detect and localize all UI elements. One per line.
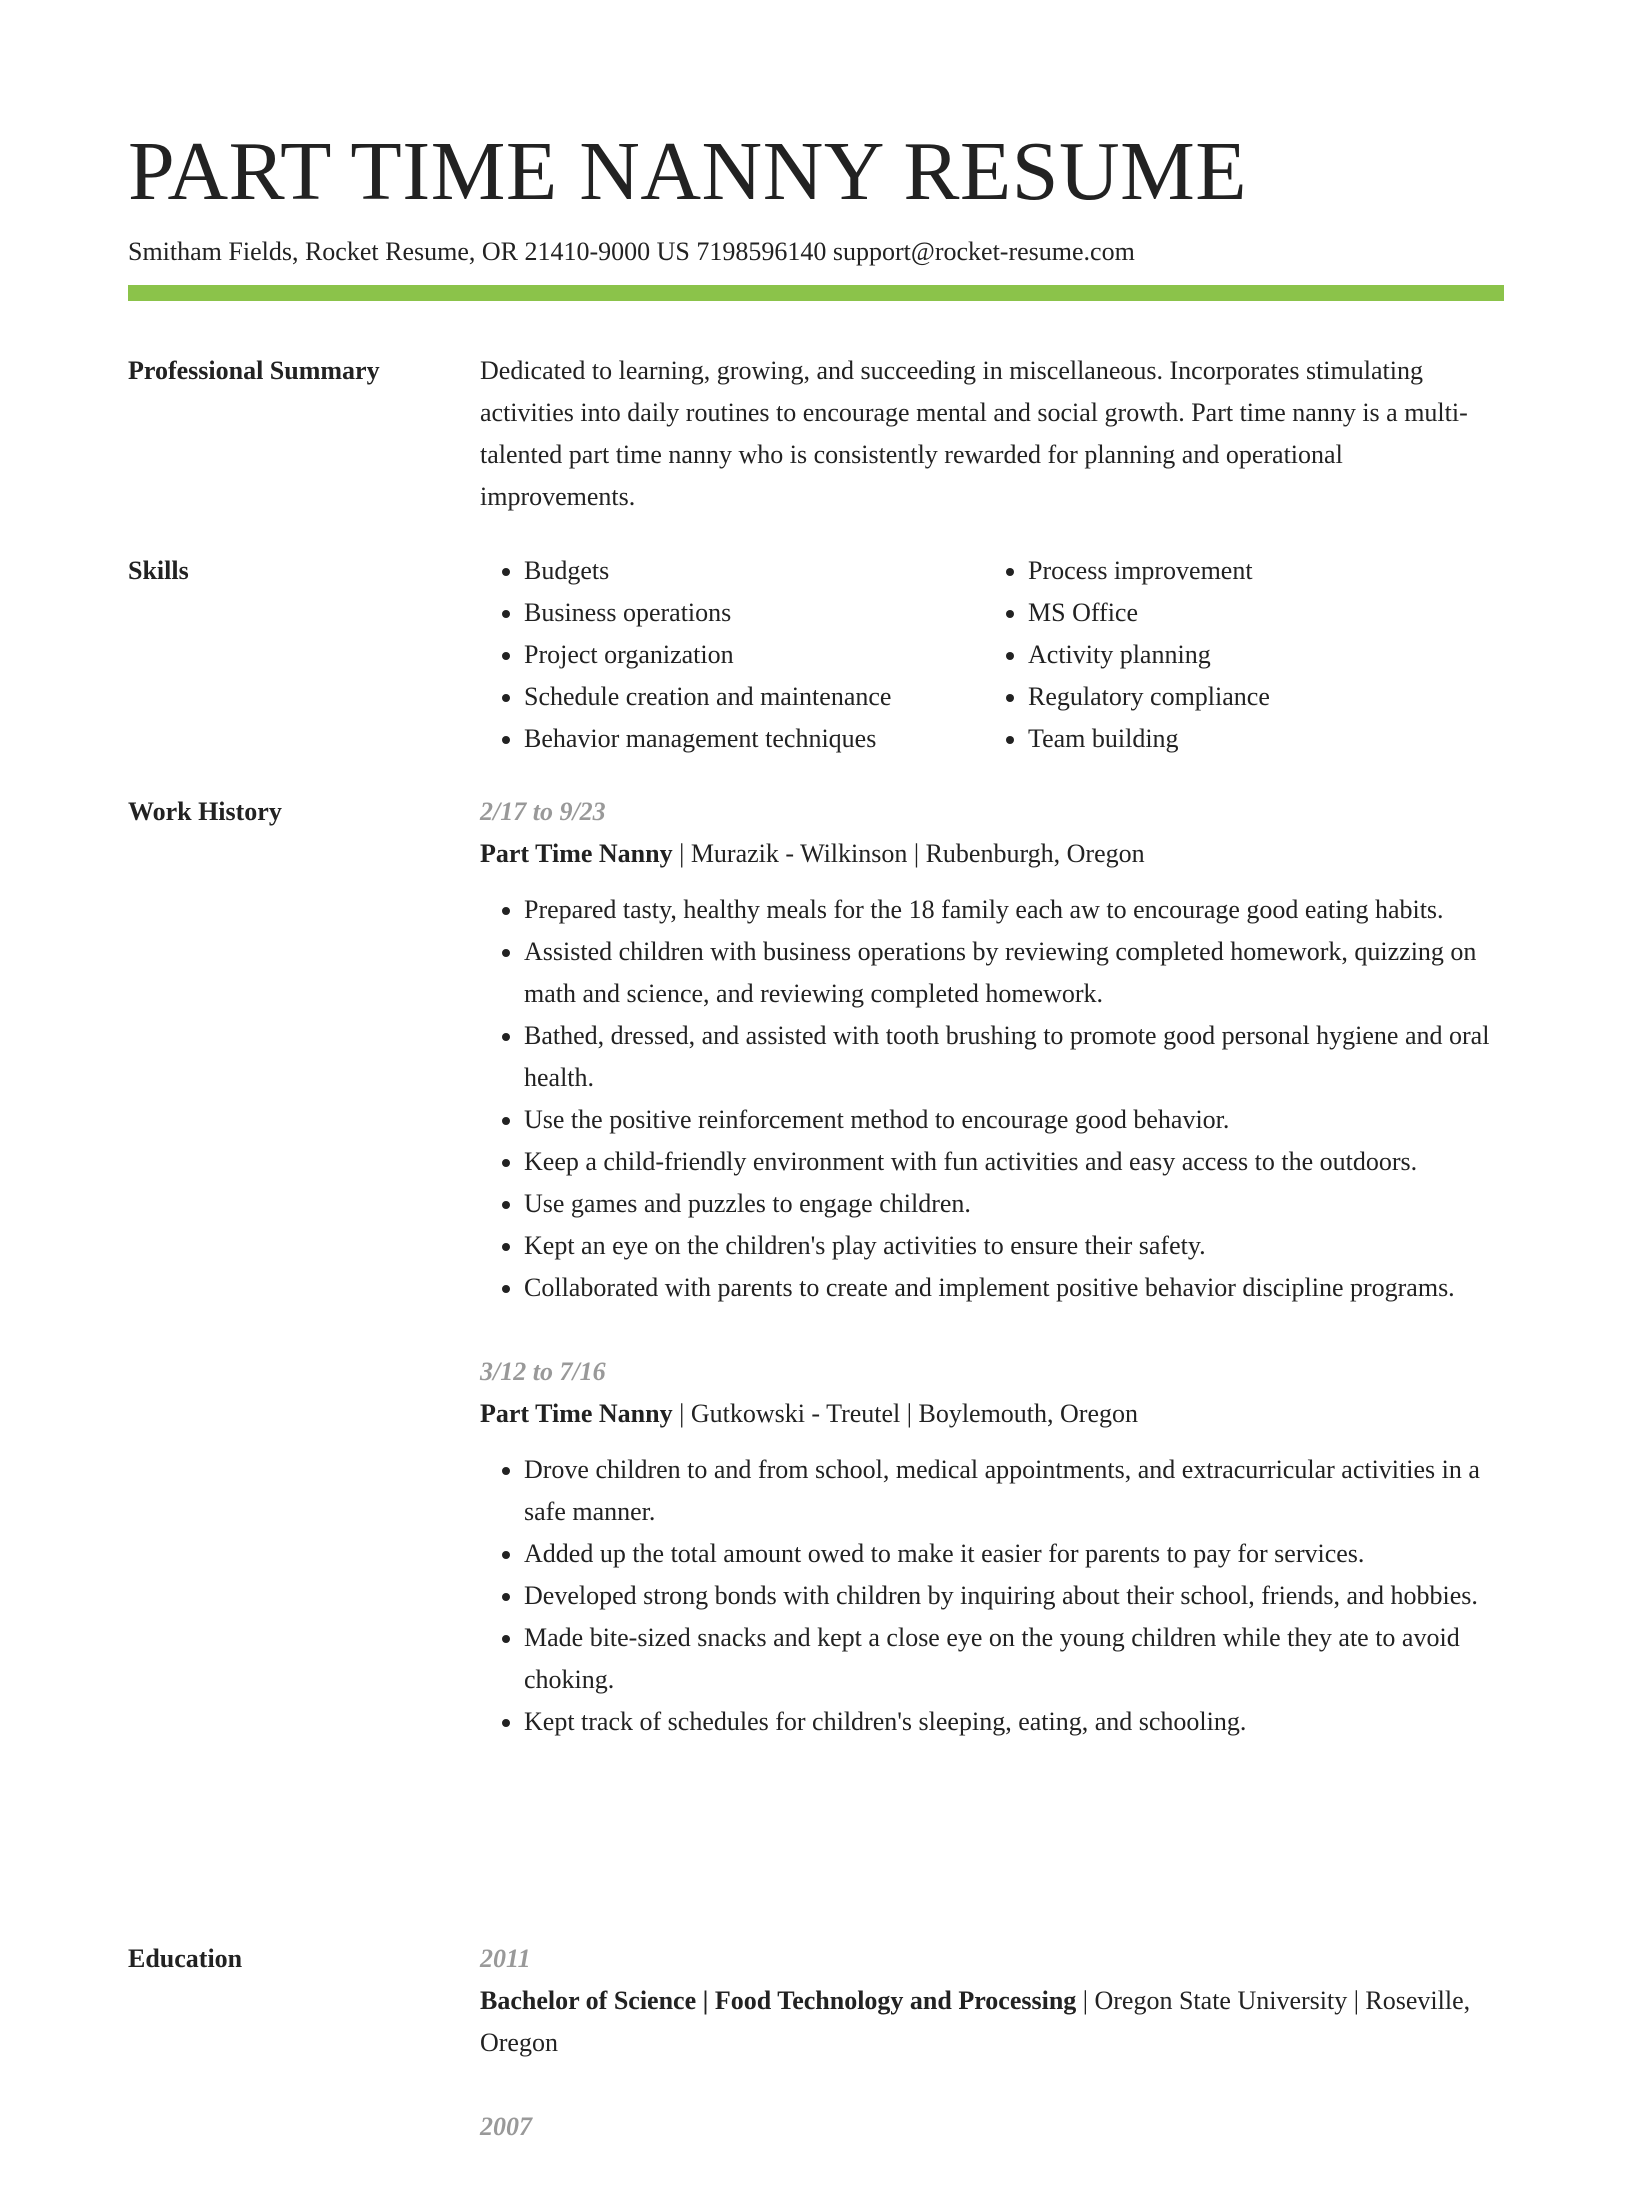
list-item: • Kept an eye on the children's play activities to ensure their safety. (524, 1225, 1504, 1267)
resume-header (128, 118, 1504, 270)
accent-divider (128, 285, 1504, 301)
skill-item: • Process improvement (1028, 550, 1488, 592)
job-entry (480, 1351, 1504, 1743)
summary-text: Dedicated to learning, growing, and succeeding in miscellaneous. Incorporates stimulating activities into daily routines to encourage mental and social growth. Part time nanny is a multi-talented part time nanny who is consistently rewarded for planning and operational improvements. (480, 356, 1468, 511)
job-employer: | Gutkowski - Treutel | Boylemouth, Oregon (672, 1399, 1139, 1428)
list-item: • Made bite-sized snacks and kept a close eye on the young children while they ate to avoid choking. (524, 1617, 1504, 1701)
section-body (480, 1938, 1504, 2190)
education-heading (480, 1980, 1504, 2064)
skill-item: • Business operations (524, 592, 984, 634)
skills-column (984, 550, 1488, 760)
education-entry (480, 1938, 1504, 2064)
degree-title: Bachelor of Science | Food Technology and Processing (480, 1986, 1077, 2015)
list-item: • Keep a child-friendly environment with fun activities and easy access to the outdoors. (524, 1141, 1504, 1183)
job-bullets (480, 889, 1504, 1309)
list-item: • Collaborated with parents to create and implement positive behavior discipline programs. (524, 1267, 1504, 1309)
list-item: • Kept track of schedules for children's sleeping, eating, and schooling. (524, 1701, 1504, 1743)
job-title: Part Time Nanny (480, 1399, 673, 1428)
skill-item: • Project organization (524, 634, 984, 676)
skill-item: • MS Office (1028, 592, 1488, 634)
job-dates: 2/17 to 9/23 (480, 797, 606, 826)
job-heading (480, 833, 1504, 875)
section-label: Education (128, 1944, 243, 1973)
education-year: 2007 (480, 2112, 532, 2141)
page-title: PART TIME NANNY RESUME (128, 125, 1248, 218)
list-item: • Drove children to and from school, medical appointments, and extracurricular activities in a safe manner. (524, 1449, 1504, 1533)
school-details: | Oregon State University | Roseville, Oregon (480, 1986, 1471, 2057)
list-item: • Use the positive reinforcement method to encourage good behavior. (524, 1099, 1504, 1141)
list-item: • Added up the total amount owed to make it easier for parents to pay for services. (524, 1533, 1504, 1575)
education-year: 2011 (480, 1944, 531, 1973)
section-body (480, 350, 1504, 518)
skill-item: • Schedule creation and maintenance (524, 676, 984, 718)
skills-list (480, 550, 1504, 760)
list-item: • Prepared tasty, healthy meals for the 18 family each aw to encourage good eating habits. (524, 889, 1504, 931)
job-dates: 3/12 to 7/16 (480, 1357, 606, 1386)
list-item: • Assisted children with business operations by reviewing completed homework, quizzing on math and science, and reviewing completed homework. (524, 931, 1504, 1015)
education-entry (480, 2106, 1504, 2148)
skills-column (480, 550, 984, 760)
job-employer: | Murazik - Wilkinson | Rubenburgh, Oregon (672, 839, 1145, 868)
skill-item: • Behavior management techniques (524, 718, 984, 760)
list-item: • Bathed, dressed, and assisted with tooth brushing to promote good personal hygiene and oral health. (524, 1015, 1504, 1099)
section-label: Work History (128, 797, 282, 826)
skill-item: • Team building (1028, 718, 1488, 760)
list-item: • Use games and puzzles to engage children. (524, 1183, 1504, 1225)
job-title: Part Time Nanny (480, 839, 673, 868)
section-label: Skills (128, 556, 189, 585)
job-bullets (480, 1449, 1504, 1743)
skill-item: • Regulatory compliance (1028, 676, 1488, 718)
section-label: Professional Summary (128, 356, 380, 385)
list-item: • Developed strong bonds with children by inquiring about their school, friends, and hobbies. (524, 1575, 1504, 1617)
section-body (480, 791, 1504, 1785)
job-entry (480, 791, 1504, 1309)
contact-line: Smitham Fields, Rocket Resume, OR 21410-9000 US 7198596140 support@rocket-resume.com (128, 237, 1135, 266)
job-heading (480, 1393, 1504, 1435)
skill-item: • Budgets (524, 550, 984, 592)
skill-item: • Activity planning (1028, 634, 1488, 676)
